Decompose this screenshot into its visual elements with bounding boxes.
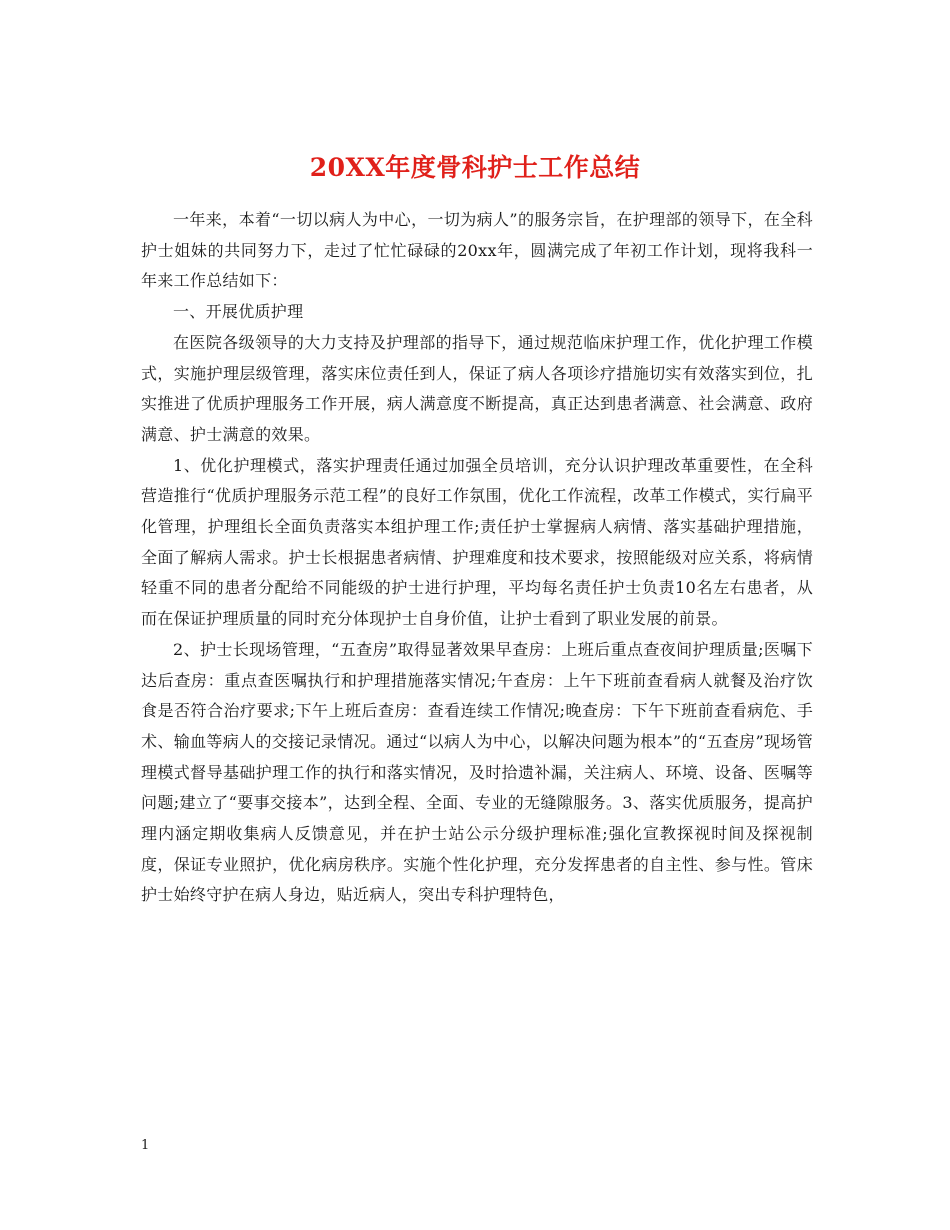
document-body — [141, 205, 813, 911]
document-title: 20XX年度骨科护士工作总结 — [309, 152, 641, 182]
paragraph-optimize-model: 1、优化护理模式，落实护理责任通过加强全员培训，充分认识护理改革重要性，在全科营造推行“优质护理服务示范工程”的良好工作氛围，优化工作流程，改革工作模式，实行扁平化管理，护理组长全面负责落实本组护理工作;责任护士掌握病人病情、落实基础护理措施，全面了解病人需求。护士长根据患者病情、护理难度和技术要求，按照能级对应关系，将病情轻重不同的患者分配给不同能级的护士进行护理，平均每名责任护士负责10名左右患者，从而在保证护理质量的同时充分体现护士自身价值，让护士看到了职业发展的前景。 — [141, 455, 813, 629]
paragraph-intro: 一年来，本着“一切以病人为中心，一切为病人”的服务宗旨，在护理部的领导下，在全科护士姐妹的共同努力下，走过了忙忙碌碌的20xx年，圆满完成了年初工作计划，现将我科一年来工作总结如下： — [141, 210, 813, 291]
section-heading-quality-nursing: 一、开展优质护理 — [173, 302, 304, 322]
paragraph-head-nurse-rounds: 2、护士长现场管理，“五查房”取得显著效果早查房：上班后重点查夜间护理质量;医嘱下达后查房：重点查医嘱执行和护理措施落实情况;午查房：上午下班前查看病人就餐及治疗饮食是否符合治疗要求;下午上班后查房：查看连续工作情况;晚查房：下午下班前查看病危、手术、输血等病人的交接记录情况。通过“以病人为中心，以解决问题为根本”的“五查房”现场管理模式督导基础护理工作的执行和落实情况，及时拾遗补漏，关注病人、环境、设备、医嘱等问题;建立了“要事交接本”，达到全程、全面、专业的无缝隙服务。3、落实优质服务，提高护理内涵定期收集病人反馈意见，并在护士站公示分级护理标准;强化宣教探视时间及探视制度，保证专业照护，优化病房秩序。实施个性化护理，充分发挥患者的自主性、参与性。管床护士始终守护在病人身边，贴近病人，突出专科护理特色， — [141, 639, 813, 905]
page-number: 1 — [141, 1138, 150, 1153]
paragraph-quality-nursing: 在医院各级领导的大力支持及护理部的指导下，通过规范临床护理工作，优化护理工作模式，实施护理层级管理，落实床位责任到人，保证了病人各项诊疗措施切实有效落实到位，扎实推进了优质护理服务工作开展，病人满意度不断提高，真正达到患者满意、社会满意、政府满意、护士满意的效果。 — [141, 332, 813, 444]
